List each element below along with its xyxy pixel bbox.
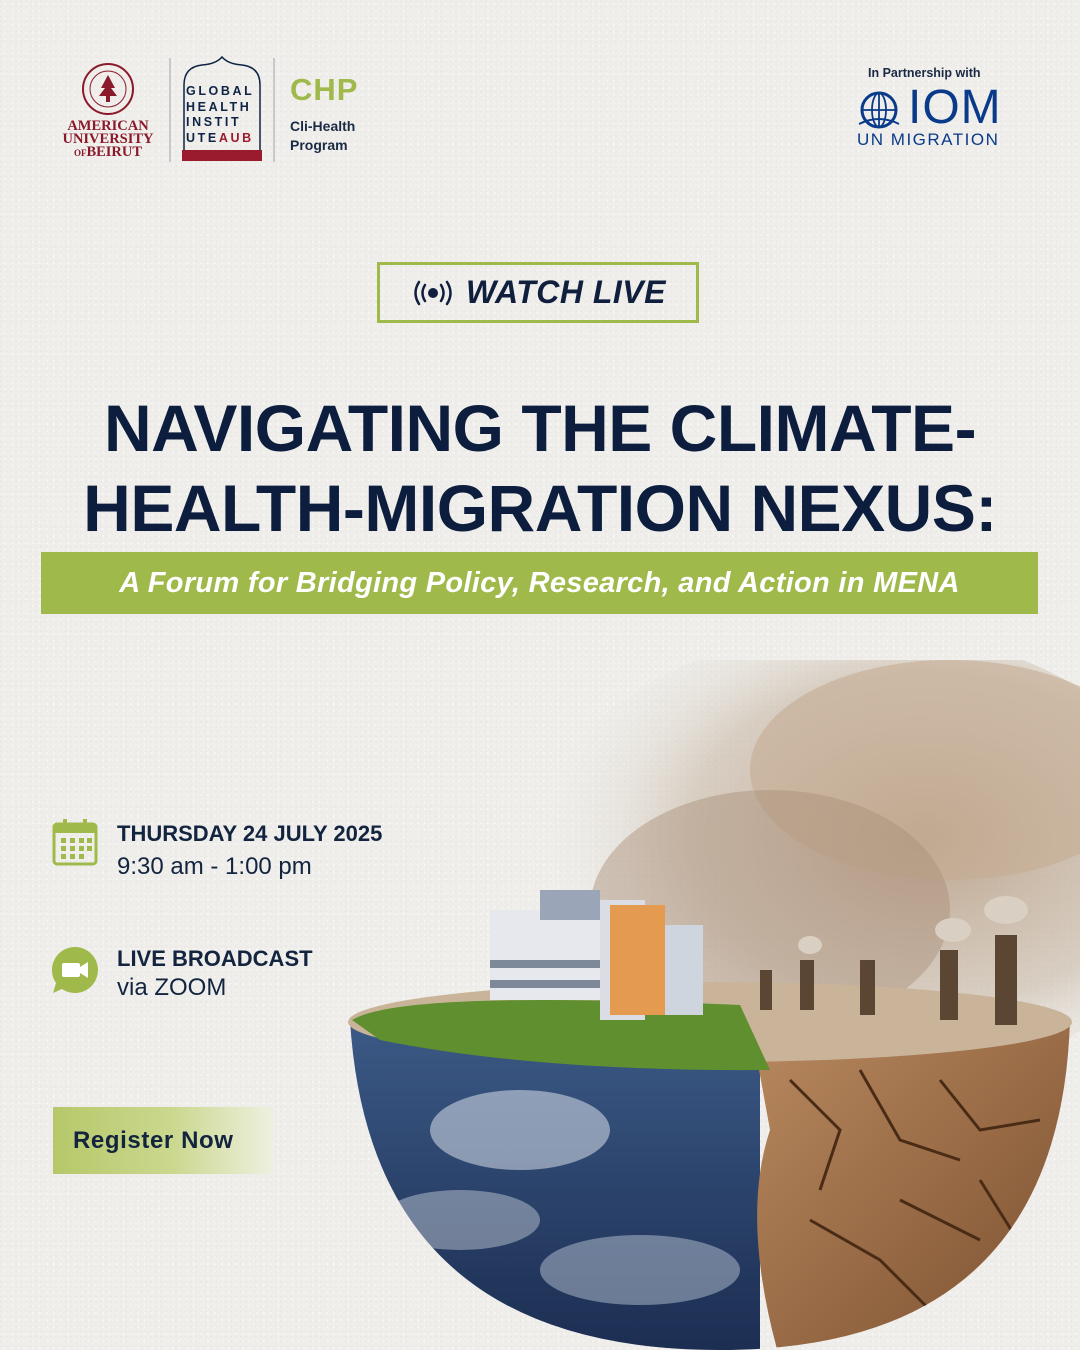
- broadcast-label: LIVE BROADCAST: [117, 946, 313, 971]
- title-line1: NAVIGATING THE CLIMATE-: [103, 391, 977, 465]
- chp-line2: Program: [290, 137, 348, 153]
- event-date: THURSDAY 24 JULY 2025: [117, 821, 383, 846]
- aub-seal-icon: [81, 62, 135, 116]
- chp-program-name: [290, 117, 355, 155]
- chp-line1: Cli-Health: [290, 118, 356, 134]
- aub-line1: AMERICAN: [67, 118, 149, 134]
- partnership-label: In Partnership with: [868, 66, 981, 80]
- watch-live-badge: [377, 262, 699, 323]
- chp-acronym: CHP: [290, 72, 359, 107]
- aub-line3-prefix: OF: [73, 148, 87, 158]
- ghi-line2: HEALTH: [186, 99, 252, 114]
- zoom-chat-icon: [50, 945, 100, 995]
- aub-line3-main: BEIRUT: [86, 144, 143, 160]
- subtitle-banner: [41, 552, 1038, 614]
- logo-divider: [169, 58, 171, 162]
- aub-wordmark: [56, 120, 160, 160]
- ghi-line3: INSTIT: [186, 115, 242, 129]
- ghi-line1: GLOBAL: [186, 84, 255, 98]
- aub-line2: UNIVERSITY: [62, 131, 154, 147]
- iom-subtitle: UN MIGRATION: [857, 130, 1000, 149]
- broadcast-platform: via ZOOM: [117, 974, 227, 1001]
- register-now-button[interactable]: Register Now: [53, 1107, 273, 1174]
- ghi-line4-a: UTE: [186, 130, 219, 145]
- watch-live-label: WATCH LIVE: [466, 274, 666, 310]
- subtitle-text: A Forum for Bridging Policy, Research, and Action in MENA: [119, 566, 960, 599]
- calendar-icon: [52, 818, 98, 866]
- climate-migration-illustration: [340, 660, 1080, 1350]
- ghi-line4: [186, 131, 266, 147]
- iom-emblem-icon: [857, 90, 901, 130]
- iom-wordmark: IOM: [908, 81, 1002, 134]
- broadcast-icon: [410, 280, 456, 306]
- ghi-arabic-band: [182, 150, 262, 161]
- ghi-line4-b: AUB: [218, 130, 254, 145]
- event-time: 9:30 am - 1:00 pm: [117, 853, 312, 880]
- aub-line3: [56, 146, 160, 160]
- ghi-wordmark: [186, 84, 266, 146]
- page-title: [30, 388, 1050, 548]
- title-line2: HEALTH-MIGRATION NEXUS:: [83, 471, 997, 545]
- logo-divider: [273, 58, 275, 162]
